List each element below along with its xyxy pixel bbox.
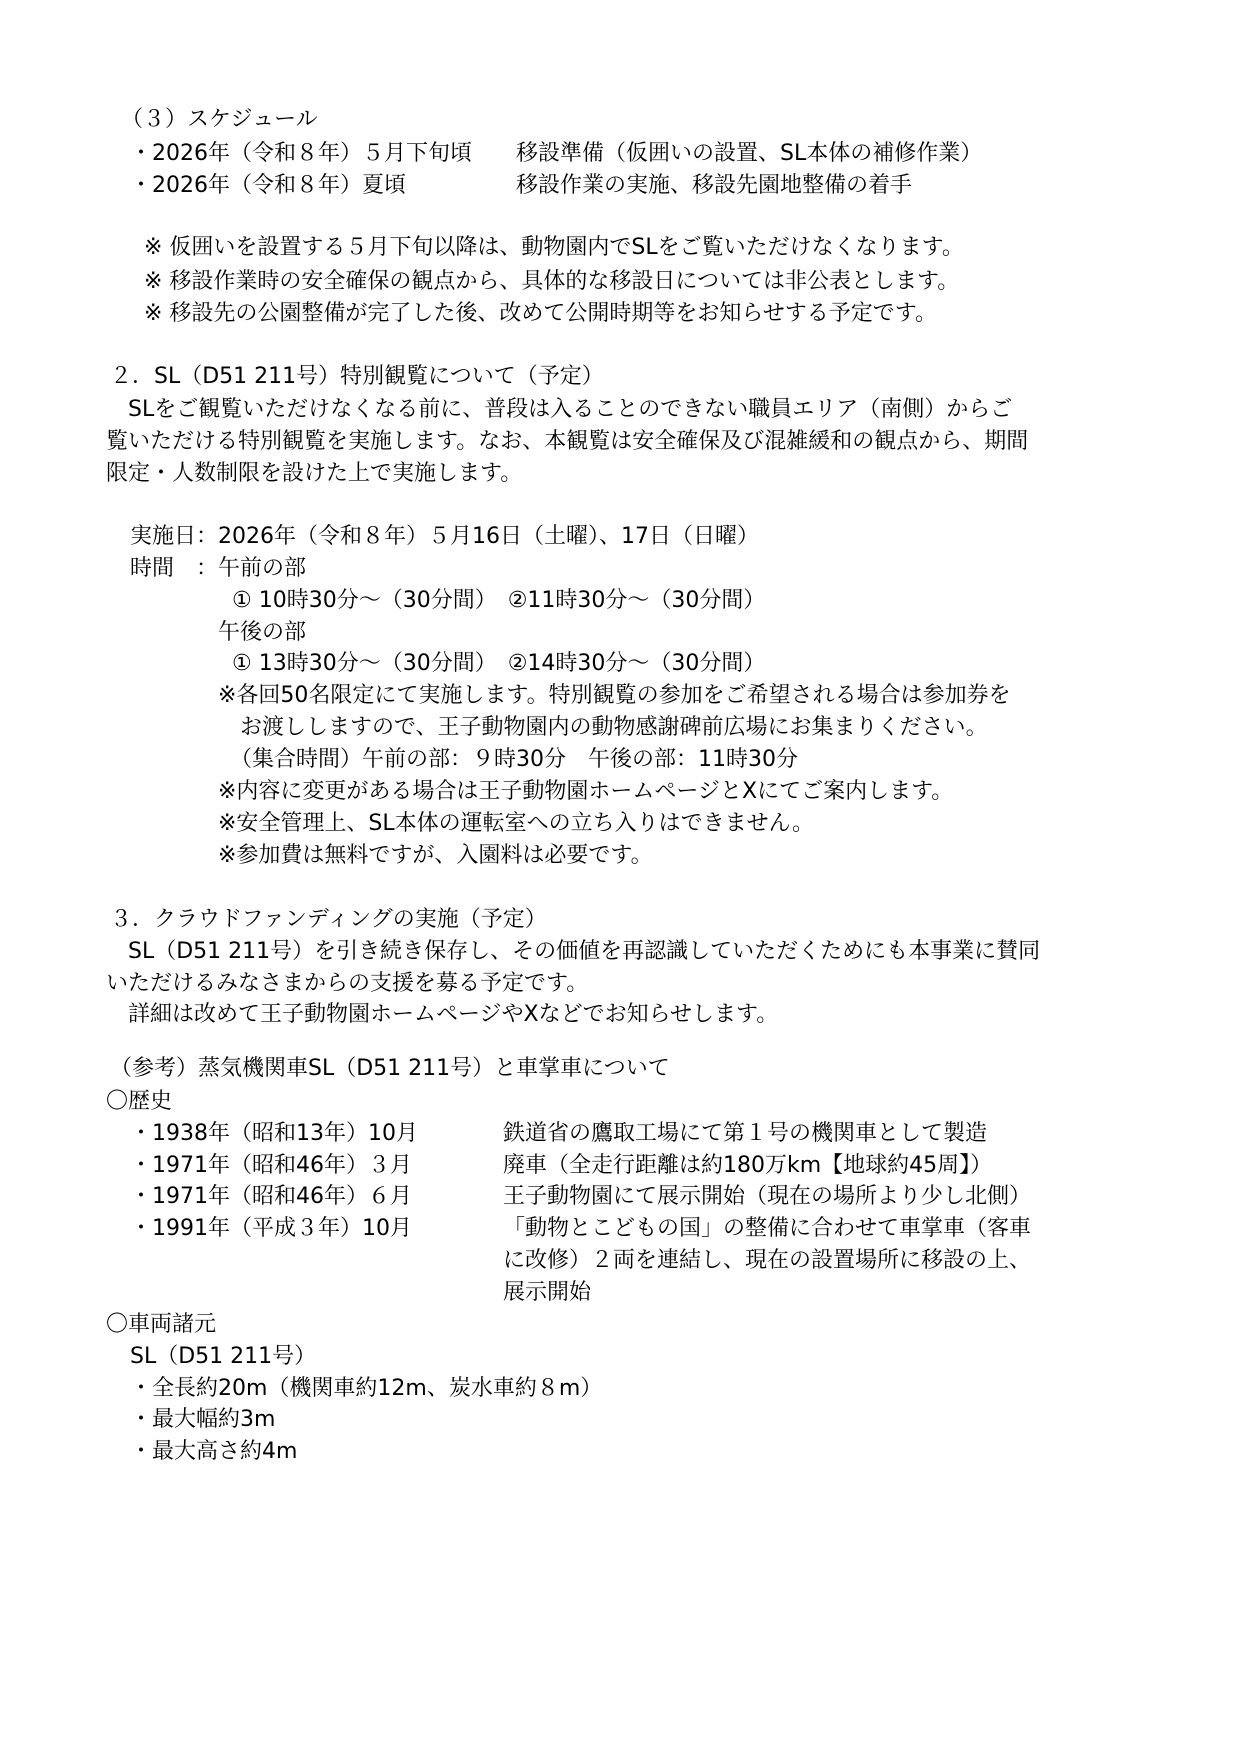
spec-item: ・最大幅約3m [130,1407,276,1432]
section2-paragraph-line: SLをご観覧いただけなくなる前に、普段は入ることのできない職員エリア（南側）からご [106,397,1013,422]
section2-heading: ２．SL（D51 211号）特別観覧について（予定） [110,364,604,389]
history-desc: 「動物とこどもの国」の整備に合わせて車掌車（客車 [503,1216,1032,1241]
section3-paragraph-line: SL（D51 211号）を引き続き保存し、その価値を再認識していただくためにも本事業に賛同 [106,939,1041,964]
schedule-note: ※ 移設先の公園整備が完了した後、改めて公開時期等をお知らせする予定です。 [144,301,938,326]
history-desc: 王子動物園にて展示開始（現在の場所より少し北側） [503,1184,1032,1209]
spec-label: 〇車両諸元 [106,1312,217,1337]
schedule-item-desc: 移設準備（仮囲いの設置、SL本体の補修作業） [516,141,983,166]
section3-paragraph-line: いただけるみなさまからの支援を募る予定です。 [106,971,589,996]
spec-name: SL（D51 211号） [130,1344,317,1369]
pm-slots: ① 13時30分～（30分間） ②14時30分～（30分間） [232,651,766,676]
history-date: ・1971年（昭和46年）６月 [130,1184,412,1209]
safety-note: ※安全管理上、SL本体の運転室への立ち入りはできません。 [218,811,814,836]
history-desc: 廃車（全走行距離は約180万km【地球約45周】） [503,1153,993,1178]
capacity-note-cont: お渡ししますので、王子動物園内の動物感謝碑前広場にお集まりください。 [240,715,988,740]
am-slots: ① 10時30分～（30分間） ②11時30分～（30分間） [232,588,766,613]
schedule-note: ※ 移設作業時の安全確保の観点から、具体的な移設日については非公表とします。 [144,269,960,294]
schedule-item-date: ・2026年（令和８年）夏頃 [130,173,406,198]
history-date: ・1971年（昭和46年）３月 [130,1153,412,1178]
schedule-item-date: ・2026年（令和８年）５月下旬頃 [130,141,472,166]
history-desc: に改修）２両を連結し、現在の設置場所に移設の上、 [503,1248,1032,1273]
history-date: ・1938年（昭和13年）10月 [130,1121,418,1146]
section3-heading: ３．クラウドファンディングの実施（予定） [110,907,547,932]
spec-item: ・最大高さ約4m [130,1439,298,1464]
schedule-note: ※ 仮囲いを設置する５月下旬以降は、動物園内でSLをご覧いただけなくなります。 [144,235,964,260]
capacity-note: ※各回50名限定にて実施します。特別観覧の参加をご希望される場合は参加券を [218,683,1011,708]
history-desc: 展示開始 [503,1280,592,1305]
section2-paragraph-line: 覧いただける特別観覧を実施します。なお、本観覧は安全確保及び混雑緩和の観点から、期間 [106,429,1029,454]
pm-label: 午後の部 [218,620,307,645]
fee-note: ※参加費は無料ですが、入園料は必要です。 [218,843,653,868]
history-label: 〇歴史 [106,1089,173,1114]
history-desc: 鉄道省の鷹取工場にて第１号の機関車として製造 [503,1121,988,1146]
event-date: 実施日：2026年（令和８年）５月16日（土曜）、17日（日曜） [130,524,759,549]
schedule-item-desc: 移設作業の実施、移設先園地整備の着手 [516,173,913,198]
section2-paragraph-line: 限定・人数制限を設けた上で実施します。 [106,461,523,486]
reference-heading: （参考）蒸気機関車SL（D51 211号）と車掌車について [110,1056,670,1081]
schedule-heading: （３）スケジュール [121,107,318,132]
gather-time: （集合時間）午前の部：９時30分 午後の部：11時30分 [230,747,798,772]
spec-item: ・全長約20m（機関車約12m、炭水車約８m） [130,1376,603,1401]
history-date: ・1991年（平成３年）10月 [130,1216,412,1241]
section3-paragraph-line: 詳細は改めて王子動物園ホームページやXなどでお知らせします。 [106,1002,779,1027]
change-note: ※内容に変更がある場合は王子動物園ホームページとXにてご案内します。 [218,779,954,804]
event-time-label: 時間 ：午前の部 [130,556,307,581]
